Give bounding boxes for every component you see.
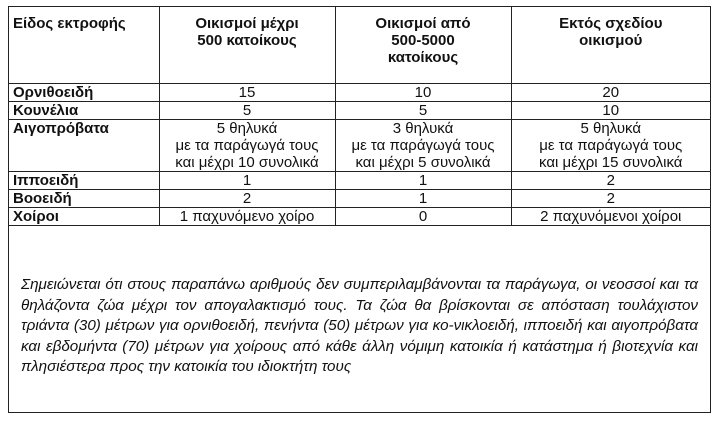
row-label: Κουνέλια — [9, 102, 159, 120]
header-livestock-type: Είδος εκτροφής — [9, 7, 159, 84]
table-cell: 5 θηλυκά με τα παράγωγά τους και μέχρι 10 συνολικά — [159, 120, 335, 172]
row-label: Ιπποειδή — [9, 172, 159, 190]
table-row — [9, 172, 710, 190]
table-cell: 1 — [335, 172, 511, 190]
table-cell: 5 — [159, 102, 335, 120]
table-row — [9, 84, 710, 102]
table-cell: 5 θηλυκά με τα παράγωγά τους και μέχρι 15 συνολικά — [511, 120, 710, 172]
table-header-row — [9, 7, 710, 84]
table-cell: 3 θηλυκά με τα παράγωγά τους και μέχρι 5 συνολικά — [335, 120, 511, 172]
table-cell: 15 — [159, 84, 335, 102]
table-row — [9, 120, 710, 172]
document-frame — [8, 6, 711, 413]
table-cell: 0 — [335, 208, 511, 226]
table-row — [9, 102, 710, 120]
header-settlements-500-5000: Οικισμοί από 500-5000 κατοίκους — [335, 7, 511, 84]
table-cell: 2 — [159, 190, 335, 208]
table-cell: 1 παχυνόμενο χοίρο — [159, 208, 335, 226]
table-cell: 10 — [335, 84, 511, 102]
row-label: Βοοειδή — [9, 190, 159, 208]
livestock-limits-table — [9, 7, 710, 226]
table-cell: 5 — [335, 102, 511, 120]
row-label: Ορνιθοειδή — [9, 84, 159, 102]
table-row — [9, 190, 710, 208]
table-row — [9, 208, 710, 226]
table-cell: 2 — [511, 190, 710, 208]
table-cell: 1 — [159, 172, 335, 190]
table-cell: 10 — [511, 102, 710, 120]
header-settlements-under-500: Οικισμοί μέχρι 500 κατοίκους — [159, 7, 335, 84]
row-label: Αιγοπρόβατα — [9, 120, 159, 172]
row-label: Χοίροι — [9, 208, 159, 226]
footnote-text: Σημειώνεται ότι στους παραπάνω αριθμούς δεν συμπεριλαμβάνονται τα παράγωγα, οι νεοσσοί και τα θηλάζοντα ζώα μέχρι τον απογαλακτισμό τους. Τα ζώα θα βρίσκονται σε απόσταση τουλάχιστον τριάντα (30) μέτρων για ορνιθοειδή, πενήντα (50) μέτρων για κο-νικλοειδή, ιπποειδή και αιγοπρόβατα και εβδομήντα (70) μέτρων για χοίρους από κάθε άλλη νόμιμη κατοικία ή κατάστημα ή βιοτεχνία και πλησιέστερα προς την κατοικία του ιδιοκτήτη τους — [21, 276, 698, 375]
table-cell: 2 παχυνόμενοι χοίροι — [511, 208, 710, 226]
header-outside-settlement-plan: Εκτός σχεδίου οικισμού — [511, 7, 710, 84]
table-cell: 1 — [335, 190, 511, 208]
table-cell: 2 — [511, 172, 710, 190]
table-cell: 20 — [511, 84, 710, 102]
